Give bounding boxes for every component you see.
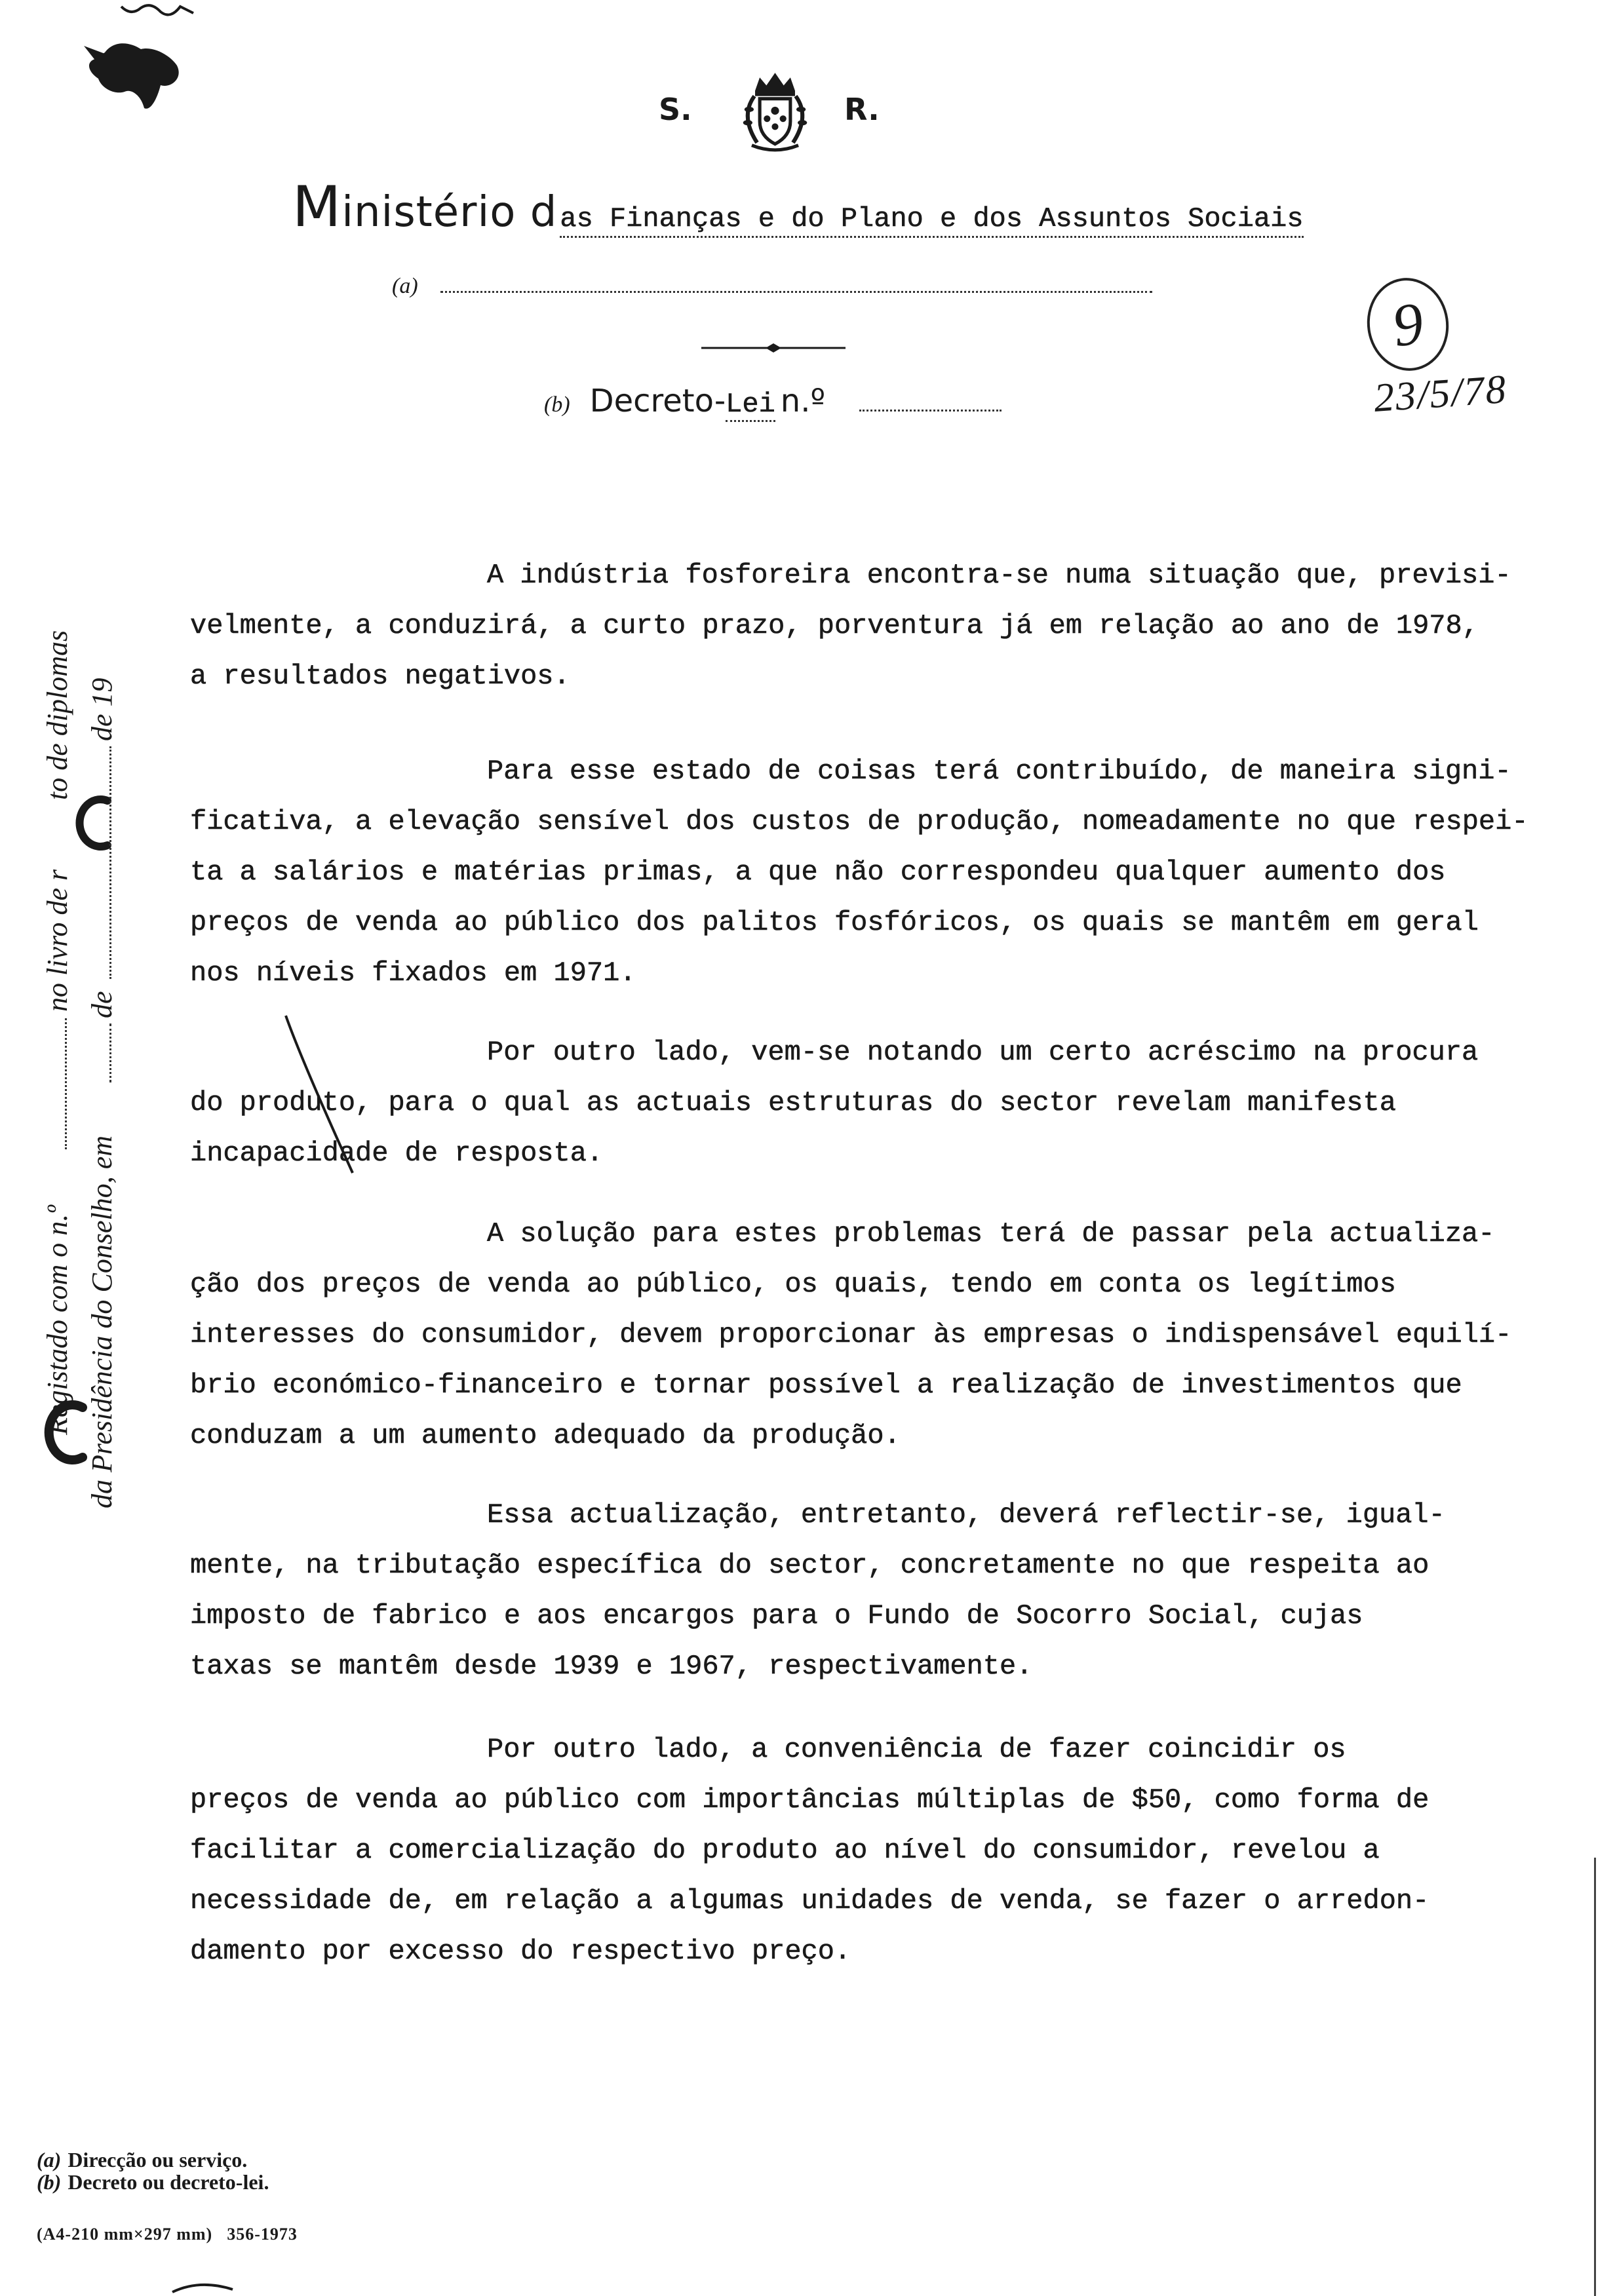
paragraph xyxy=(190,1027,1566,1179)
ministry-heading xyxy=(292,174,1304,240)
body-line: conduzam a um aumento adequado da produção. xyxy=(190,1420,901,1451)
decree-field-row xyxy=(544,383,1002,422)
footnote-a-marker: (a) xyxy=(37,2148,62,2172)
field-b-marker: (b) xyxy=(544,392,570,417)
ministry-typed-name: as Finanças e do Plano e dos Assuntos Sociais xyxy=(560,203,1303,238)
margin-register-line-2 xyxy=(84,663,121,1508)
footnote-b-text: Decreto ou decreto-lei. xyxy=(68,2170,269,2194)
margin-register-text: Registado com o n.º xyxy=(41,1205,73,1435)
body-line: mente, na tributação específica do sector, concretamente no que respeita ao xyxy=(190,1550,1430,1581)
body-line: brio económico-financeiro e tornar possível a realização de investimentos que xyxy=(190,1369,1462,1401)
margin-dotted-line xyxy=(64,1018,67,1149)
form-size: (A4-210 mm×297 mm) xyxy=(37,2225,213,2244)
body-line: ção dos preços de venda ao público, os quais, tendo em conta os legítimos xyxy=(190,1269,1396,1300)
body-line: ta a salários e matérias primas, a que não correspondeu qualquer aumento dos xyxy=(190,856,1446,888)
handwritten-date: 23/5/78 xyxy=(1372,366,1509,421)
footnote-b xyxy=(37,2169,269,2195)
field-a-dotted-line xyxy=(440,290,1152,293)
body-line: taxas se mantêm desde 1939 e 1967, respectivamente. xyxy=(190,1651,1033,1682)
margin-dotted-line xyxy=(108,746,111,979)
paragraph xyxy=(190,1725,1566,1977)
paragraph xyxy=(190,1490,1566,1692)
body-line: Essa actualização, entretanto, deverá reflectir-se, igual- xyxy=(487,1499,1445,1531)
page-edge-line xyxy=(1594,1858,1596,2296)
body-line: a resultados negativos. xyxy=(190,660,570,692)
body-line: Por outro lado, vem-se notando um certo acréscimo na procura xyxy=(487,1037,1479,1068)
form-number: 356-1973 xyxy=(227,2225,298,2244)
field-a-marker: (a) xyxy=(392,274,418,298)
paragraph xyxy=(190,550,1566,702)
footnote-a-text: Direcção ou serviço. xyxy=(68,2148,248,2172)
form-code xyxy=(37,2224,298,2245)
bottom-pen-mark xyxy=(167,2280,239,2296)
circled-number-value: 9 xyxy=(1388,289,1428,360)
body-line: interesses do consumidor, devem proporcionar às empresas o indispensável equilí- xyxy=(190,1319,1512,1350)
field-a-row xyxy=(392,274,1152,299)
decree-label: Decreto- xyxy=(589,383,726,419)
body-line: A indústria fosforeira encontra-se numa situação que, previsi- xyxy=(487,560,1511,591)
margin-register-text: no livro de r xyxy=(41,869,73,1012)
ink-squiggle xyxy=(118,0,197,23)
margin-register-text: de xyxy=(86,991,118,1018)
circled-number xyxy=(1361,273,1455,376)
initial-r: R. xyxy=(844,92,880,127)
ink-blot xyxy=(79,26,190,118)
initial-s: S. xyxy=(659,92,692,127)
margin-register-text: da Presidência do Conselho, em xyxy=(86,1135,118,1508)
body-line: damento por excesso do respectivo preço. xyxy=(190,1936,851,1967)
body-line: A solução para estes problemas terá de passar pela actualiza- xyxy=(487,1218,1495,1250)
margin-register-text: to de diplomas xyxy=(41,630,73,800)
margin-dotted-line xyxy=(108,1024,111,1082)
body-line: do produto, para o qual as actuais estruturas do sector revelam manifesta xyxy=(190,1087,1396,1119)
decree-number-dotted-line xyxy=(859,408,1002,411)
body-line: ficativa, a elevação sensível dos custos de produção, nomeadamente no que respei- xyxy=(190,806,1528,837)
margin-register-line-1 xyxy=(39,590,76,1435)
body-line: incapacidade de resposta. xyxy=(190,1138,604,1169)
body-line: Para esse estado de coisas terá contribuído, de maneira signi- xyxy=(487,756,1511,787)
body-line: preços de venda ao público com importâncias múltiplas de $50, como forma de xyxy=(190,1784,1430,1816)
body-line: imposto de fabrico e aos encargos para o Fundo de Socorro Social, cujas xyxy=(190,1600,1363,1632)
body-line: preços de venda ao público dos palitos fosfóricos, os quais se mantêm em geral xyxy=(190,907,1479,938)
paragraph xyxy=(190,1209,1566,1461)
footnote-b-marker: (b) xyxy=(37,2170,62,2194)
paragraph xyxy=(190,746,1566,999)
divider xyxy=(699,341,848,355)
decree-number-label: n.º xyxy=(780,383,826,419)
ministry-printed-label: Ministério d xyxy=(292,174,558,240)
body-line: Por outro lado, a conveniência de fazer coincidir os xyxy=(487,1734,1346,1765)
pen-stroke xyxy=(275,1008,367,1181)
decree-typed-type: Lei xyxy=(726,389,775,422)
body-line: necessidade de, em relação a algumas unidades de venda, se fazer o arredon- xyxy=(190,1885,1430,1917)
coat-of-arms-emblem xyxy=(724,69,826,155)
margin-register-text: de 19 xyxy=(86,678,118,741)
body-line: nos níveis fixados em 1971. xyxy=(190,957,636,989)
body-line: velmente, a conduzirá, a curto prazo, porventura já em relação ao ano de 1978, xyxy=(190,610,1479,641)
body-line: facilitar a comercialização do produto ao nível do consumidor, revelou a xyxy=(190,1835,1380,1866)
